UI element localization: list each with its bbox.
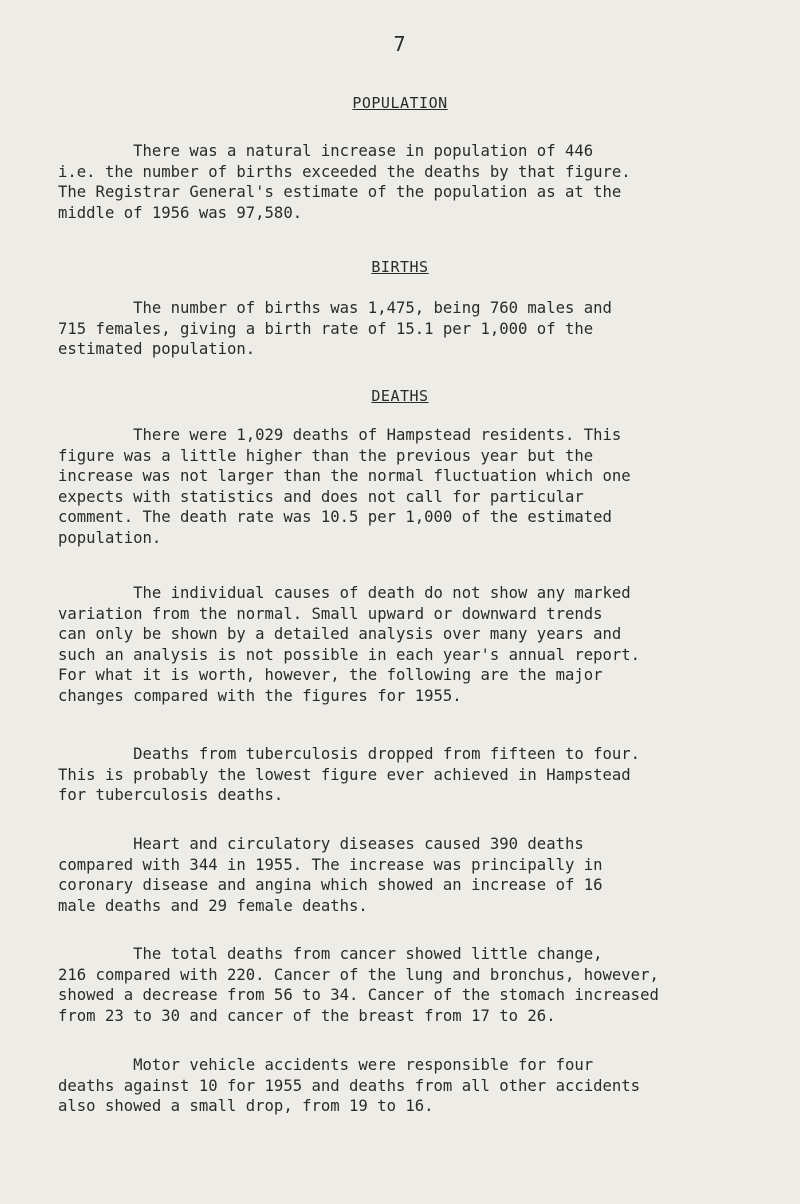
deaths-paragraph-6: Motor vehicle accidents were responsible for four deaths against 10 for 1955 and deaths from all other accidents also showed a small drop, from 19 to 16. — [58, 1056, 641, 1115]
deaths-paragraph-2: The individual causes of death do not show any marked variation from the normal. Small upward or downward trends can only be shown by a detailed analysis over many years and such an analysis is not possible in each year's annual report. For what it is worth, however, the following are the major changes compared with the figures for 1955. — [58, 584, 641, 705]
deaths-paragraph-4: Heart and circulatory diseases caused 390 deaths compared with 344 in 1955. The increase was principally in coronary disease and angina which showed an increase of 16 male deaths and 29 female deaths. — [58, 835, 603, 915]
deaths-paragraph-3: Deaths from tuberculosis dropped from fifteen to four. This is probably the lowest figure ever achieved in Hampstead for tuberculosis deaths. — [58, 745, 641, 804]
page-number: 7 — [393, 32, 407, 56]
heading-deaths: DEATHS — [371, 387, 429, 405]
heading-births: BIRTHS — [371, 258, 429, 276]
births-paragraph-1: The number of births was 1,475, being 760 males and 715 females, giving a birth rate of 15.1 per 1,000 of the estimated population. — [58, 299, 612, 358]
heading-population: POPULATION — [352, 94, 448, 112]
deaths-paragraph-5: The total deaths from cancer showed little change, 216 compared with 220. Cancer of the lung and bronchus, however, showed a decrease from 56 to 34. Cancer of the stomach increased from 23 to 30 and cancer of the breast from 17 to 26. — [58, 945, 659, 1025]
population-paragraph-1: There was a natural increase in population of 446 i.e. the number of births exceeded the deaths by that figure. The Registrar General's estimate of the population as at the middle of 1956 was 97,580. — [58, 142, 631, 222]
deaths-paragraph-1: There were 1,029 deaths of Hampstead residents. This figure was a little higher than the previous year but the increase was not larger than the normal fluctuation which one expects with statistics and does not call for particular comment. The death rate was 10.5 per 1,000 of the estimated population. — [58, 426, 631, 547]
